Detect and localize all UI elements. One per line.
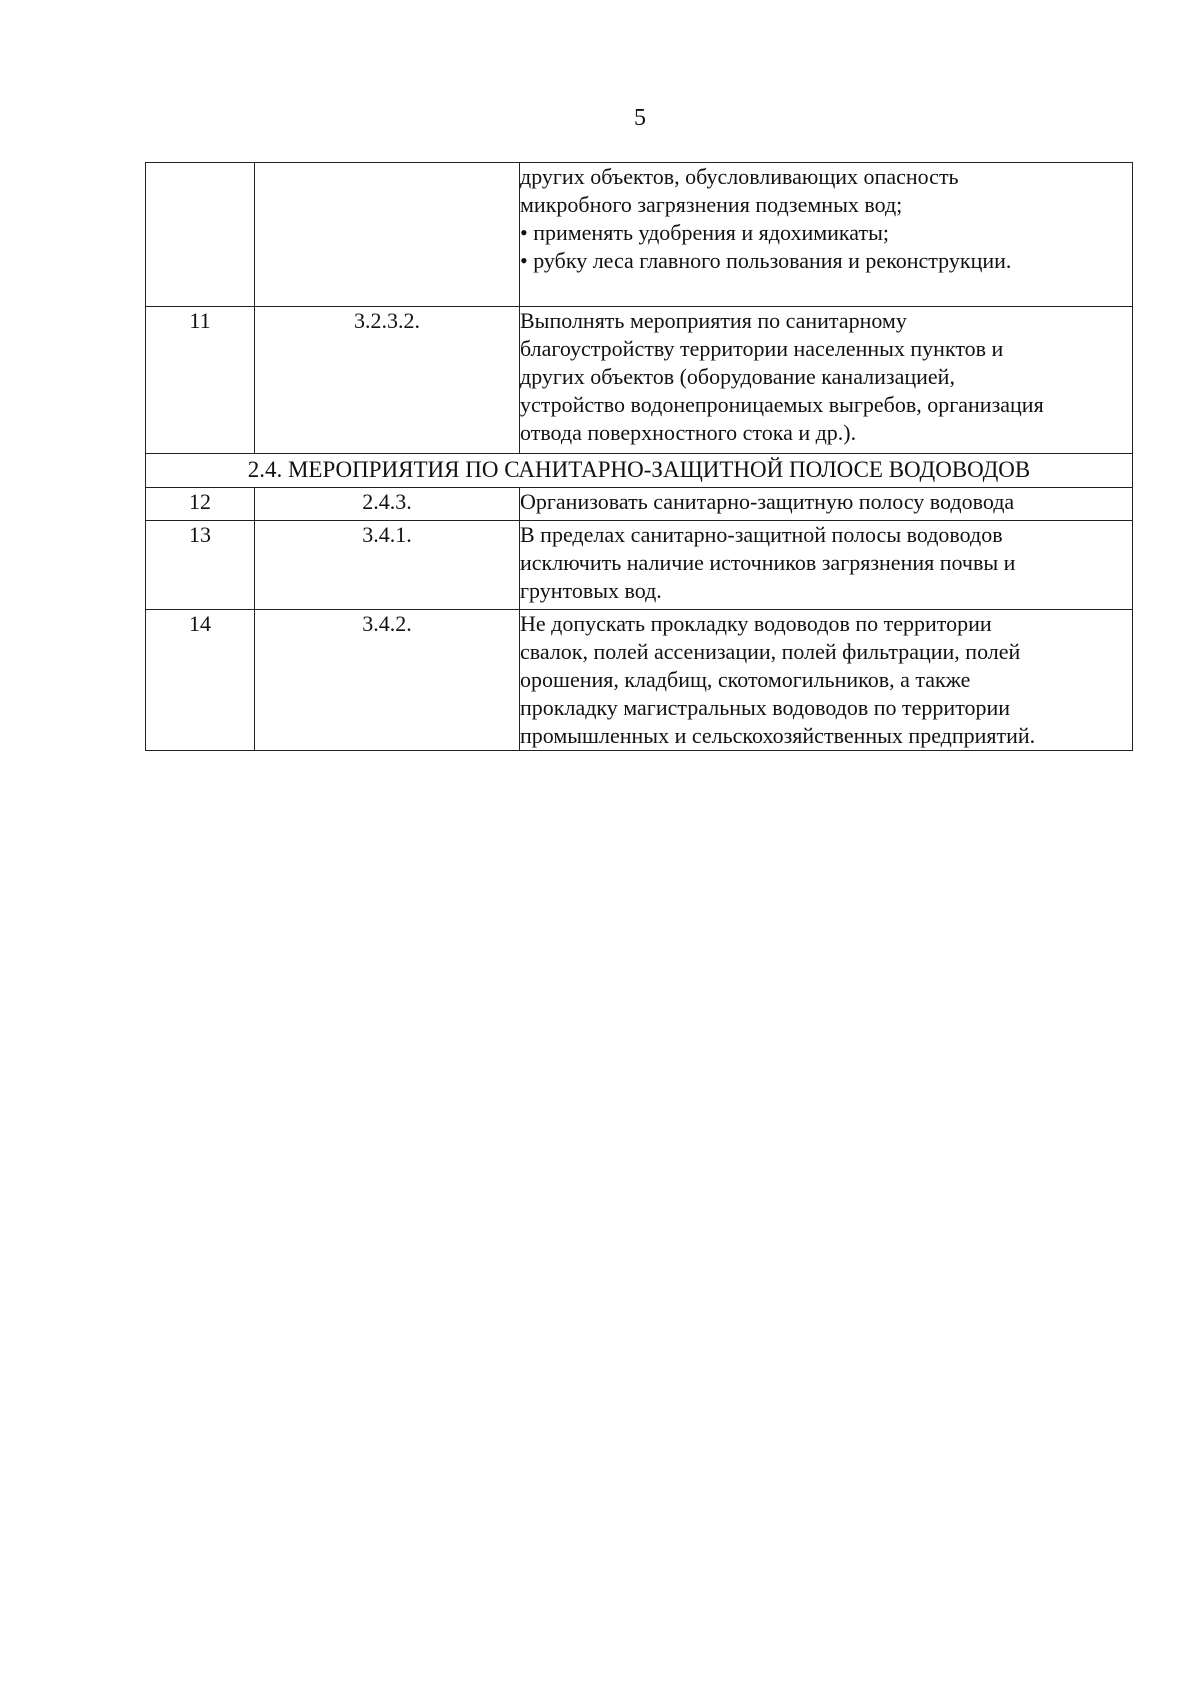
text-line: устройство водонепроницаемых выгребов, организация	[520, 392, 1044, 417]
page-number: 5	[634, 105, 646, 131]
measure-text-cell	[520, 521, 1133, 610]
measure-text-cell	[520, 163, 1133, 307]
text-line: • применять удобрения и ядохимикаты;	[520, 220, 889, 245]
text-line: прокладку магистральных водоводов по территории	[520, 695, 1011, 720]
text-line: Не допускать прокладку водоводов по территории	[520, 611, 992, 636]
row-number-cell: 13	[146, 521, 255, 610]
text-line: Организовать санитарно-защитную полосу водовода	[520, 489, 1015, 514]
text-line: других объектов, обусловливающих опасность	[520, 164, 959, 189]
row-number-cell: 11	[146, 307, 255, 454]
measures-table	[145, 162, 1133, 751]
row-number-cell: 12	[146, 488, 255, 521]
reference-cell: 2.4.3.	[255, 488, 520, 521]
measure-text-cell	[520, 488, 1133, 521]
text-line: орошения, кладбищ, скотомогильников, а также	[520, 667, 971, 692]
text-line: микробного загрязнения подземных вод;	[520, 192, 903, 217]
table-row	[146, 610, 1133, 751]
text-line: отвода поверхностного стока и др.).	[520, 420, 857, 445]
table-row	[146, 488, 1133, 521]
reference-cell: 3.4.2.	[255, 610, 520, 751]
row-number-cell	[146, 163, 255, 307]
text-line: грунтовых вод.	[520, 578, 662, 603]
section-heading: 2.4. МЕРОПРИЯТИЯ ПО САНИТАРНО-ЗАЩИТНОЙ ПОЛОСЕ ВОДОВОДОВ	[146, 454, 1133, 488]
reference-cell: 3.4.1.	[255, 521, 520, 610]
measure-text-cell	[520, 610, 1133, 751]
text-line: промышленных и сельскохозяйственных предприятий.	[520, 723, 1036, 748]
section-heading-row	[146, 454, 1133, 488]
table-row-continuation	[146, 163, 1133, 307]
text-line: благоустройству территории населенных пунктов и	[520, 336, 1004, 361]
text-line: • рубку леса главного пользования и реконструкции.	[520, 248, 1012, 273]
measure-text-cell	[520, 307, 1133, 454]
reference-cell: 3.2.3.2.	[255, 307, 520, 454]
row-number-cell: 14	[146, 610, 255, 751]
text-line: исключить наличие источников загрязнения почвы и	[520, 550, 1016, 575]
reference-cell	[255, 163, 520, 307]
text-line: свалок, полей ассенизации, полей фильтрации, полей	[520, 639, 1021, 664]
text-line: других объектов (оборудование канализацией,	[520, 364, 955, 389]
text-line: Выполнять мероприятия по санитарному	[520, 308, 907, 333]
table-row	[146, 521, 1133, 610]
table-row	[146, 307, 1133, 454]
text-line: В пределах санитарно-защитной полосы водоводов	[520, 522, 1003, 547]
